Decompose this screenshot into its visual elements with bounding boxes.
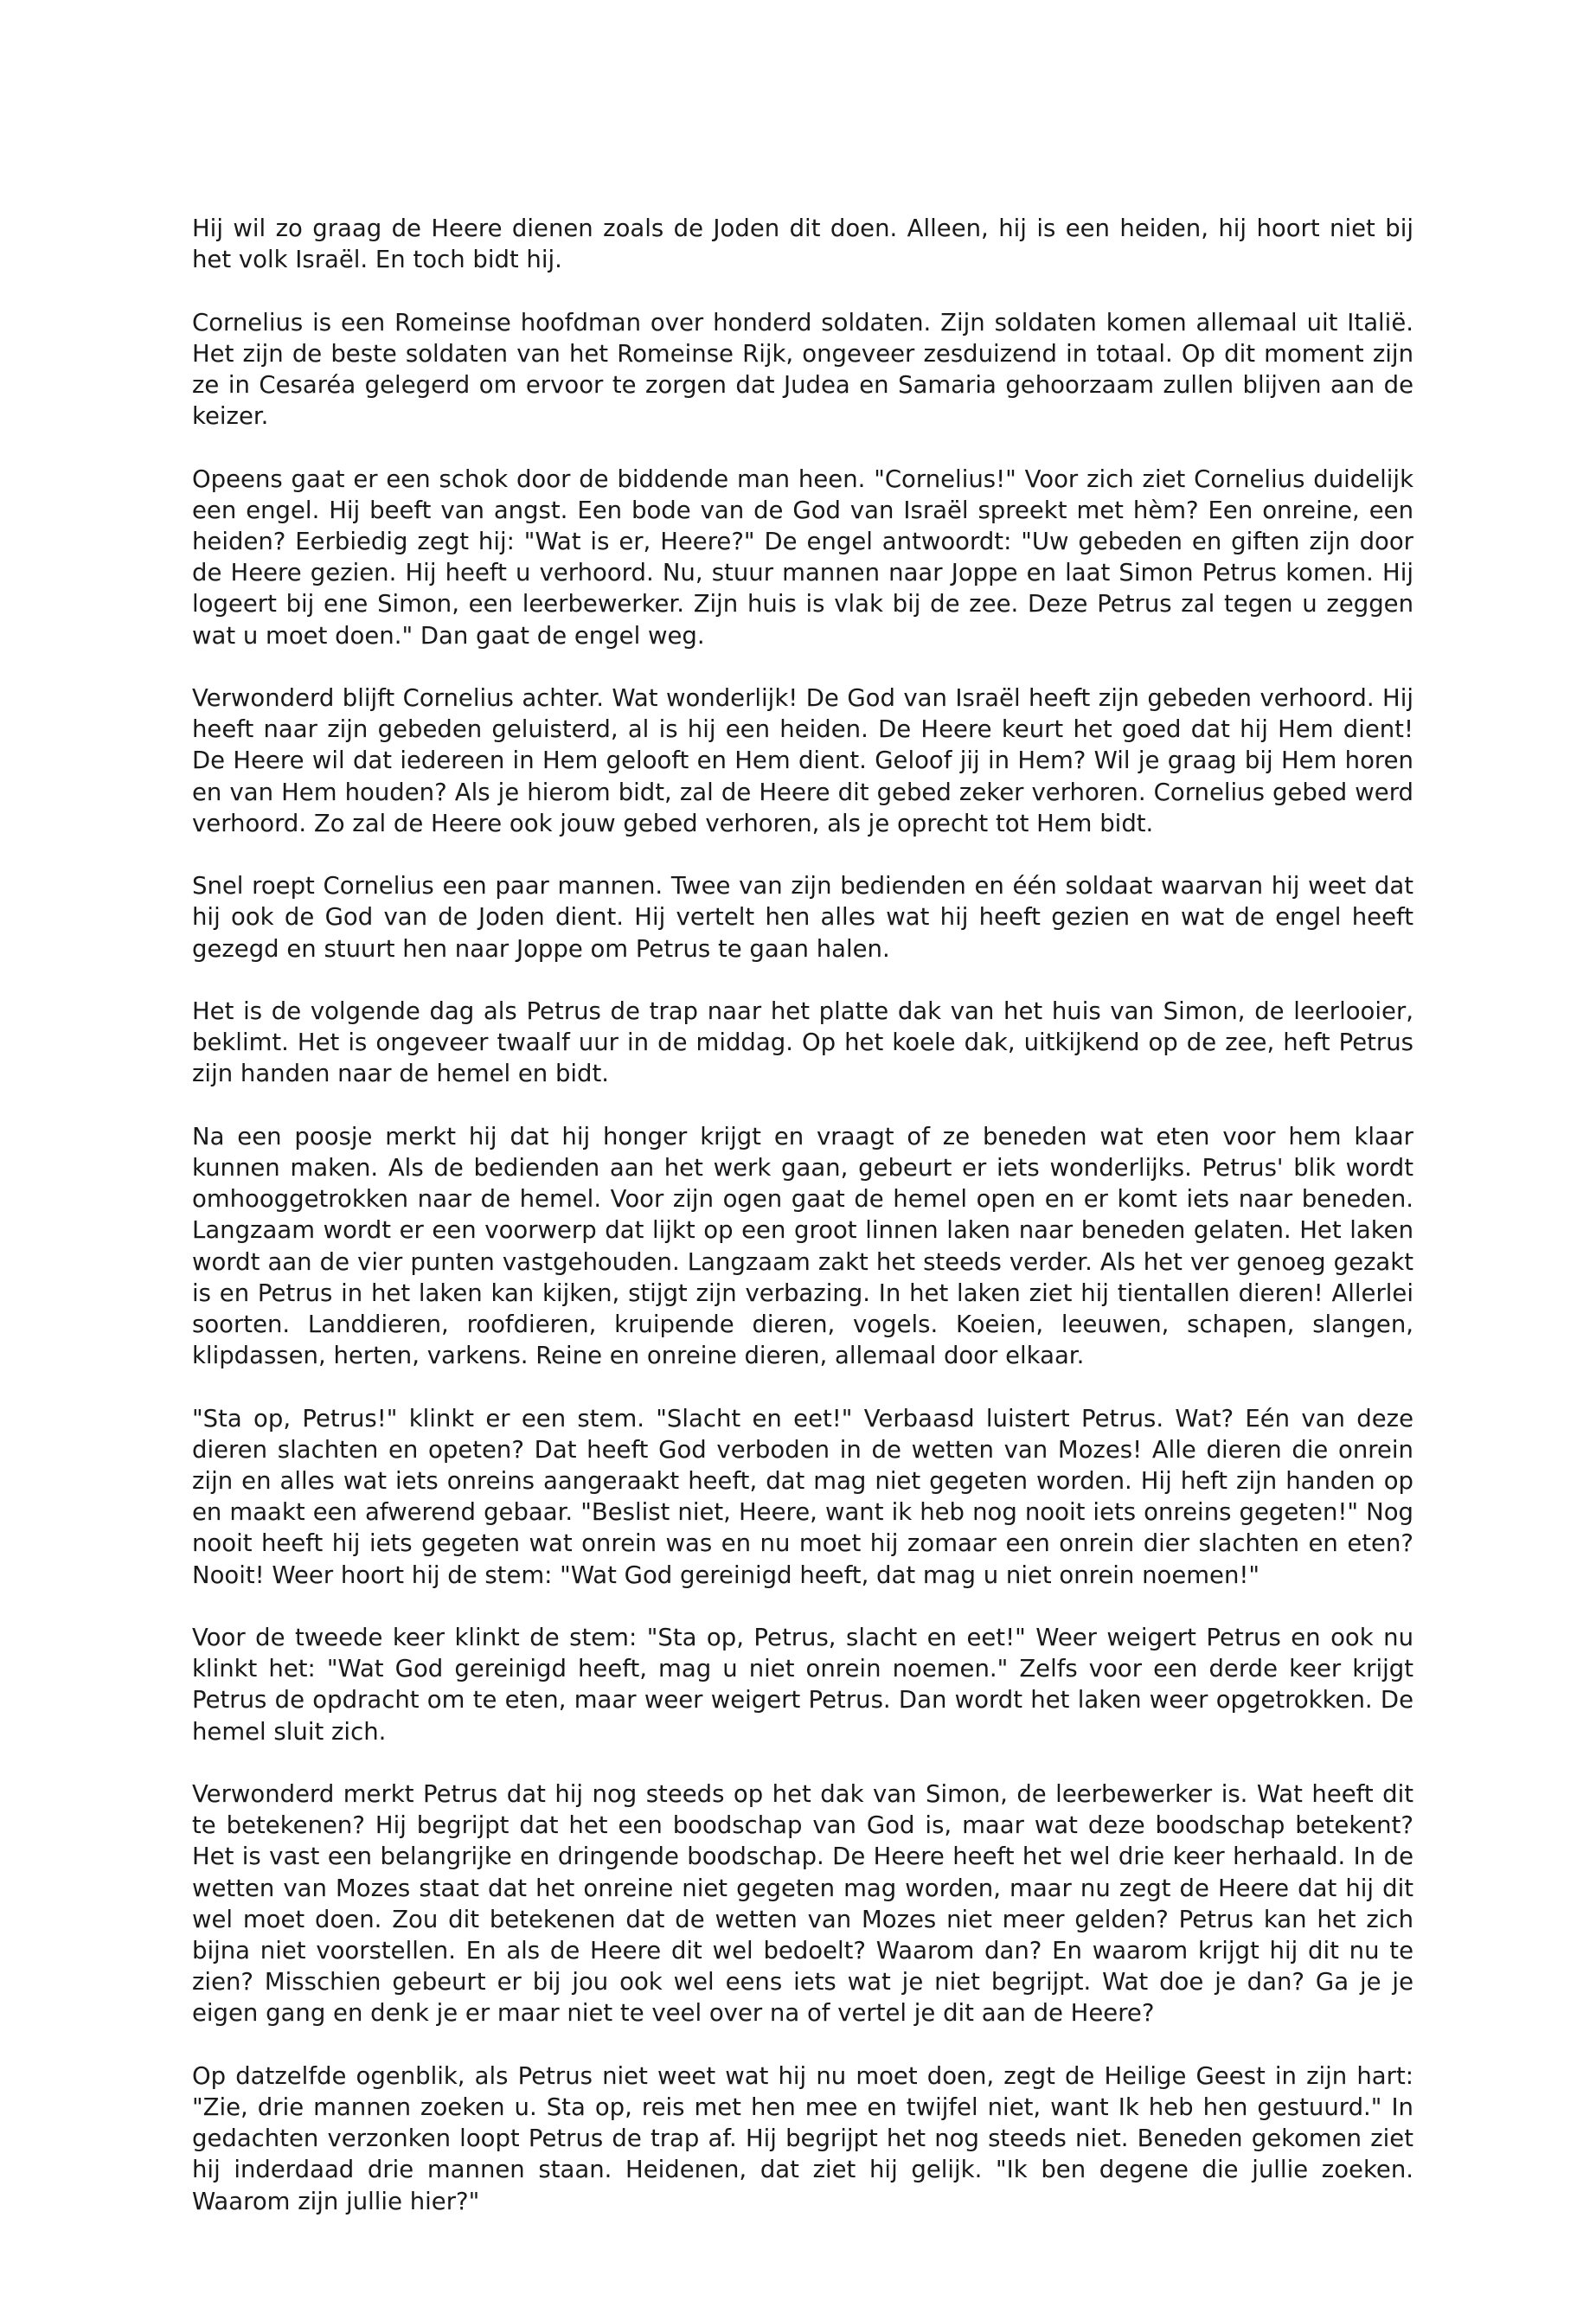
document-page <box>192 213 1413 2217</box>
paragraph-9: Voor de tweede keer klinkt de stem: "Sta op, Petrus, slacht en eet!" Weer weigert Petrus en ook nu klinkt het: "Wat God gereinigd heeft, mag u niet onrein noemen." Zelfs voor een derde keer krijgt Petrus de opdracht om te eten, maar weer weigert Petrus. Dan wordt het laken weer opgetrokken. De hemel sluit zich. <box>192 1624 1413 1746</box>
paragraph-2: Cornelius is een Romeinse hoofdman over honderd soldaten. Zijn soldaten komen allemaal uit Italië. Het zijn de beste soldaten van het Romeinse Rijk, ongeveer zesduizend in totaal. Op dit moment zijn ze in Cesaréa gelegerd om ervoor te zorgen dat Judea en Samaria gehoorzaam zullen blijven aan de keizer. <box>192 308 1413 431</box>
paragraph-11: Op datzelfde ogenblik, als Petrus niet weet wat hij nu moet doen, zegt de Heilige Geest in zijn hart: "Zie, drie mannen zoeken u. Sta op, reis met hen mee en twijfel niet, want Ik heb hen gestuurd." In gedachten verzonken loopt Petrus de trap af. Hij begrijpt het nog steeds niet. Beneden gekomen ziet hij inderdaad drie mannen staan. Heidenen, dat ziet hij gelijk. "Ik ben degene die jullie zoeken. Waarom zijn jullie hier?" <box>192 2061 1413 2215</box>
paragraph-4: Verwonderd blijft Cornelius achter. Wat wonderlijk! De God van Israël heeft zijn gebeden verhoord. Hij heeft naar zijn gebeden geluisterd, al is hij een heiden. De Heere keurt het goed dat hij Hem dient! De Heere wil dat iedereen in Hem gelooft en Hem dient. Geloof jij in Hem? Wil je graag bij Hem horen en van Hem houden? Als je hierom bidt, zal de Heere dit gebed zeker verhoren. Cornelius gebed werd verhoord. Zo zal de Heere ook jouw gebed verhoren, als je oprecht tot Hem bidt. <box>192 684 1413 837</box>
paragraph-3: Opeens gaat er een schok door de biddende man heen. "Cornelius!" Voor zich ziet Cornelius duidelijk een engel. Hij beeft van angst. Een bode van de God van Israël spreekt met hèm? Een onreine, een heiden? Eerbiedig zegt hij: "Wat is er, Heere?" De engel antwoordt: "Uw gebeden en giften zijn door de Heere gezien. Hij heeft u verhoord. Nu, stuur mannen naar Joppe en laat Simon Petrus komen. Hij logeert bij ene Simon, een leerbewerker. Zijn huis is vlak bij de zee. Deze Petrus zal tegen u zeggen wat u moet doen." Dan gaat de engel weg. <box>192 465 1413 650</box>
paragraph-10: Verwonderd merkt Petrus dat hij nog steeds op het dak van Simon, de leerbewerker is. Wat heeft dit te betekenen? Hij begrijpt dat het een boodschap van God is, maar wat deze boodschap betekent? Het is vast een belangrijke en dringende boodschap. De Heere heeft het wel drie keer herhaald. In de wetten van Mozes staat dat het onreine niet gegeten mag worden, maar nu zegt de Heere dat hij dit wel moet doen. Zou dit betekenen dat de wetten van Mozes niet meer gelden? Petrus kan het zich bijna niet voorstellen. En als de Heere dit wel bedoelt? Waarom dan? En waarom krijgt hij dit nu te zien? Misschien gebeurt er bij jou ook wel eens iets wat je niet begrijpt. Wat doe je dan? Ga je je eigen gang en denk je er maar niet te veel over na of vertel je dit aan de Heere? <box>192 1780 1413 2028</box>
paragraph-1: Hij wil zo graag de Heere dienen zoals de Joden dit doen. Alleen, hij is een heiden, hij hoort niet bij het volk Israël. En toch bidt hij. <box>192 215 1413 274</box>
paragraph-5: Snel roept Cornelius een paar mannen. Twee van zijn bedienden en één soldaat waarvan hij weet dat hij ook de God van de Joden dient. Hij vertelt hen alles wat hij heeft gezien en wat de engel heeft gezegd en stuurt hen naar Joppe om Petrus te gaan halen. <box>192 872 1413 963</box>
paragraph-8: "Sta op, Petrus!" klinkt er een stem. "Slacht en eet!" Verbaasd luistert Petrus. Wat? Eén van deze dieren slachten en opeten? Dat heeft God verboden in de wetten van Mozes! Alle dieren die onrein zijn en alles wat iets onreins aangeraakt heeft, dat mag niet gegeten worden. Hij heft zijn handen op en maakt een afwerend gebaar. "Beslist niet, Heere, want ik heb nog nooit iets onreins gegeten!" Nog nooit heeft hij iets gegeten wat onrein was en nu moet hij zomaar een onrein dier slachten en eten? Nooit! Weer hoort hij de stem: "Wat God gereinigd heeft, dat mag u niet onrein noemen!" <box>192 1404 1413 1589</box>
paragraph-6: Het is de volgende dag als Petrus de trap naar het platte dak van het huis van Simon, de leerlooier, beklimt. Het is ongeveer twaalf uur in de middag. Op het koele dak, uitkijkend op de zee, heft Petrus zijn handen naar de hemel en bidt. <box>192 997 1413 1088</box>
paragraph-7: Na een poosje merkt hij dat hij honger krijgt en vraagt of ze beneden wat eten voor hem klaar kunnen maken. Als de bedienden aan het werk gaan, gebeurt er iets wonderlijks. Petrus' blik wordt omhooggetrokken naar de hemel. Voor zijn ogen gaat de hemel open en er komt iets naar beneden. Langzaam wordt er een voorwerp dat lijkt op een groot linnen laken naar beneden gelaten. Het laken wordt aan de vier punten vastgehouden. Langzaam zakt het steeds verder. Als het ver genoeg gezakt is en Petrus in het laken kan kijken, stijgt zijn verbazing. In het laken ziet hij tientallen dieren! Allerlei soorten. Landdieren, roofdieren, kruipende dieren, vogels. Koeien, leeuwen, schapen, slangen, klipdassen, herten, varkens. Reine en onreine dieren, allemaal door elkaar. <box>192 1122 1413 1370</box>
